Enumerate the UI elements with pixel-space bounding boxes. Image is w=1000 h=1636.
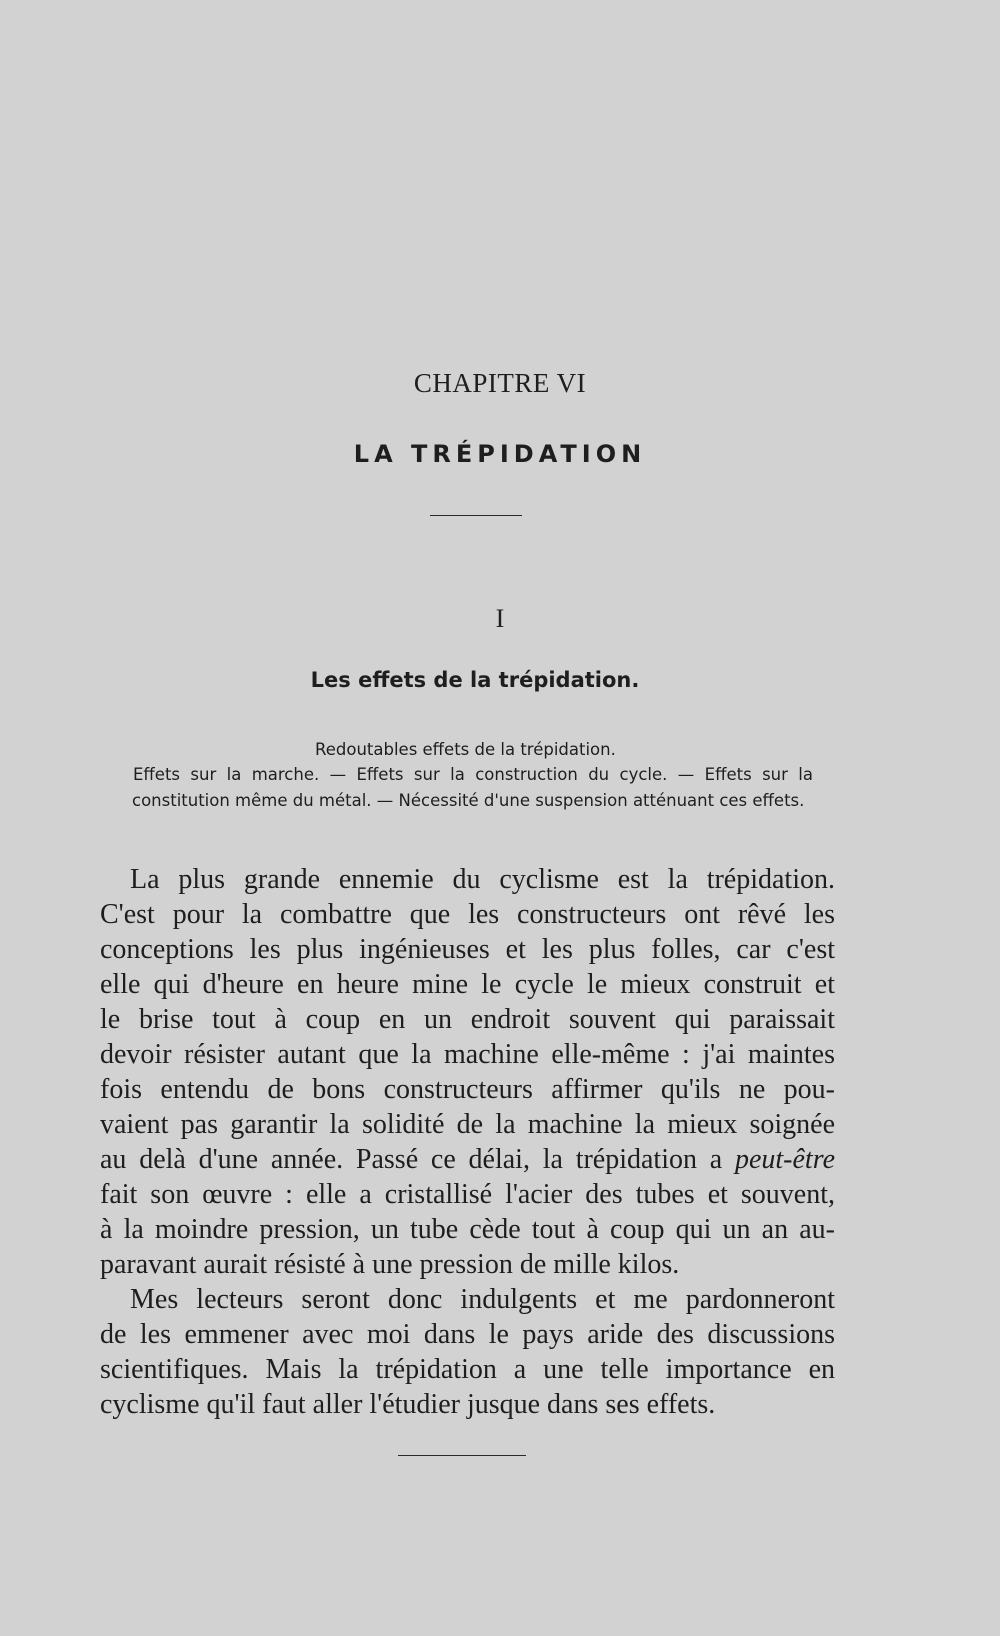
divider-top [430, 515, 522, 516]
text-line: conceptions les plus ingénieuses et les plus folles, car c'est [100, 934, 835, 965]
text-line: La plus grande ennemie du cyclisme est la trépidation. [130, 864, 835, 895]
summary-line: Effets sur la marche. — Effets sur la construction du cycle. — Effets sur la [133, 765, 813, 784]
text-line: elle qui d'heure en heure mine le cycle le mieux construit et [100, 969, 835, 1000]
text-line: paravant aurait résisté à une pression de mille kilos. [100, 1249, 680, 1280]
section-title: Les effets de la trépidation. [310, 668, 640, 692]
chapter-title: LA TRÉPIDATION [353, 440, 647, 468]
text-line: vaient pas garantir la solidité de la machine la mieux soignée [100, 1109, 835, 1140]
text-line: cyclisme qu'il faut aller l'étudier jusque dans ses effets. [100, 1389, 716, 1420]
chapter-label: CHAPITRE VI [413, 368, 587, 398]
section-number: I [495, 604, 505, 633]
text-line: fait son œuvre : elle a cristallisé l'acier des tubes et souvent, [100, 1179, 835, 1210]
text-line: de les emmener avec moi dans le pays aride des discussions [100, 1319, 835, 1350]
text-line: scientifiques. Mais la trépidation a une telle importance en [100, 1354, 835, 1385]
text-line: C'est pour la combattre que les constructeurs ont rêvé les [100, 899, 835, 930]
text-line [100, 1144, 835, 1176]
text-line: à la moindre pression, un tube cède tout à coup qui un an au- [100, 1214, 835, 1245]
summary-line: Redoutables effets de la trépidation. [315, 740, 616, 759]
text-line: devoir résister autant que la machine elle-même : j'ai maintes [100, 1039, 835, 1070]
text-run: au delà d'une année. Passé ce délai, la trépidation a [100, 1144, 735, 1175]
text-line: Mes lecteurs seront donc indulgents et me pardonneront [130, 1284, 835, 1315]
divider-bottom [398, 1455, 526, 1456]
summary-line: constitution même du métal. — Nécessité d'une suspension atténuant ces effets. [132, 791, 805, 810]
text-line: fois entendu de bons constructeurs affirmer qu'ils ne pou- [100, 1074, 835, 1105]
text-line: le brise tout à coup en un endroit souvent qui paraissait [100, 1004, 835, 1035]
italic-text: peut-être [734, 1144, 835, 1175]
